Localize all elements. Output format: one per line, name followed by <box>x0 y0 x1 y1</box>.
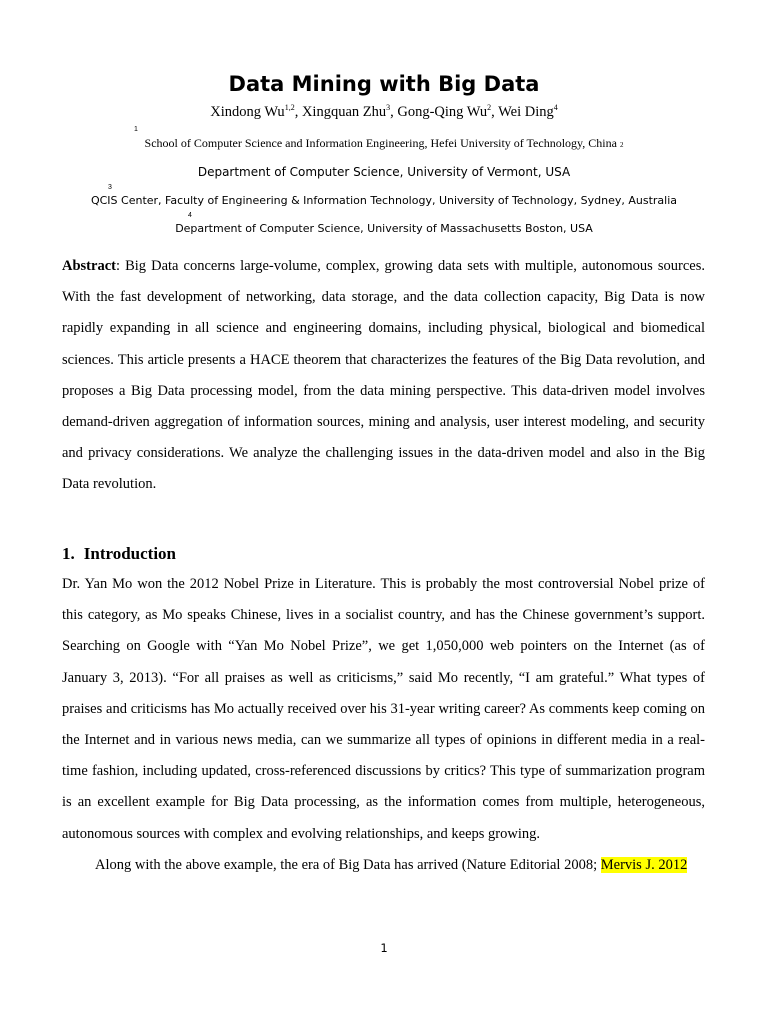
affiliation-text: QCIS Center, Faculty of Engineering & Information Technology, University of Technology, Sydney, Australia <box>90 194 678 207</box>
abstract-label: Abstract <box>62 258 116 274</box>
paper-title: Data Mining with Big Data <box>228 72 540 96</box>
author-list: Xindong Wu$^{1,2}$, Xingquan Zhu$^3$, Gong-Qing Wu$^2$, Wei Ding$^4$ <box>210 103 558 120</box>
author-affiliation-marker: 4 <box>553 103 558 112</box>
section-heading <box>62 542 176 566</box>
section-title: Introduction <box>83 544 177 563</box>
abstract-paragraph <box>62 251 705 501</box>
author-affiliation-marker: 1,2 <box>284 103 295 112</box>
paragraph-text: Along with the above example, the era of Big Data has arrived (Nature Editorial 2008; <box>95 856 601 873</box>
introduction-paragraph <box>62 850 705 881</box>
abstract-text: : Big Data concerns large-volume, complex, growing data sets with multiple, autonomous sources. With the fast development of networking, data storage, and the data collection capacity, Big Data is now rapidly expanding in all science and engineering domains, including physical, biological and biomedical sciences. This article presents a HACE theorem that characterizes the features of the Big Data revolution, and proposes a Big Data processing model, from the data mining perspective. This data-driven model involves demand-driven aggregation of information sources, mining and analysis, user interest modeling, and security and privacy considerations. We analyze the challenging issues in the data-driven model and also in the Big Data revolution. <box>62 258 705 493</box>
introduction-body <box>62 569 705 881</box>
author-name: Wei Ding <box>498 104 554 120</box>
author-name: Gong-Qing Wu <box>397 104 488 120</box>
section-number: 1. <box>62 544 75 563</box>
abstract <box>62 251 705 501</box>
affiliation-marker: 4 <box>188 212 192 219</box>
affiliation-text: School of Computer Science and Information Engineering, Hefei University of Technology, China <box>144 136 617 150</box>
affiliation-marker: 3 <box>108 184 112 191</box>
affiliation-line <box>0 164 768 180</box>
highlighted-citation: Mervis J. 2012 <box>600 856 688 873</box>
affiliation-line <box>0 221 768 237</box>
page-number: 1 <box>380 941 388 955</box>
author-name: Xingquan Zhu <box>301 104 387 120</box>
affiliation-text: Department of Computer Science, University of Vermont, USA <box>197 165 571 179</box>
affiliation-text: Department of Computer Science, University of Massachusetts Boston, USA <box>175 222 593 235</box>
affiliation-marker: 2 <box>619 141 624 149</box>
author-name: Xindong Wu <box>210 104 285 120</box>
introduction-paragraph: Dr. Yan Mo won the 2012 Nobel Prize in Literature. This is probably the most controversial Nobel prize of this category, as Mo speaks Chinese, lives in a socialist country, and has the Chinese government’s support. Searching on Google with “Yan Mo Nobel Prize”, we get 1,050,000 web pointers on the Internet (as of January 3, 2013). “For all praises as well as criticisms,” said Mo recently, “I am grateful.” What types of praises and criticisms has Mo actually received over his 31-year writing career? As comments keep coming on the Internet and in various news media, can we summarize all types of opinions in different media in a real-time fashion, including updated, cross-referenced discussions by critics? This type of summarization program is an excellent example for Big Data processing, as the information comes from multiple, heterogeneous, autonomous sources with complex and evolving relationships, and keeps growing. <box>62 576 705 842</box>
author-affiliation-marker: 2 <box>487 103 492 112</box>
author-affiliation-marker: 3 <box>386 103 391 112</box>
affiliation-line <box>0 193 768 209</box>
affiliation-marker: 1 <box>134 126 138 133</box>
affiliation-line <box>0 135 768 153</box>
